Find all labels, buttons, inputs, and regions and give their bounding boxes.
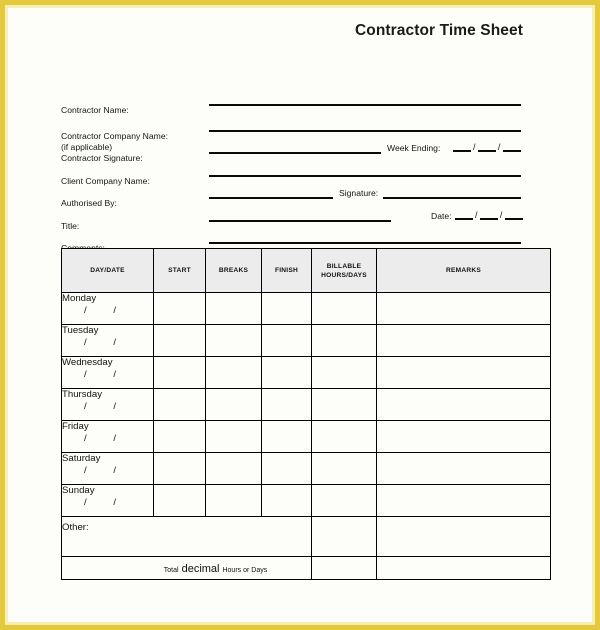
cell-start-thursday[interactable] [154,389,206,421]
cell-billable-total[interactable] [312,557,377,580]
field-label-contractor-name: Contractor Name: [61,105,129,115]
cell-finish-saturday[interactable] [262,453,312,485]
week-ending-label: Week Ending: [387,143,441,153]
rule-authorised-by [209,197,333,199]
day-cell-tuesday [62,325,154,357]
date-entry [455,210,523,220]
cell-start-saturday[interactable] [154,453,206,485]
cell-remarks-tuesday[interactable] [377,325,551,357]
cell-billable-other[interactable] [312,517,377,557]
day-cell-friday [62,421,154,453]
rule-contractor-company-name [209,130,521,132]
cell-finish-sunday[interactable] [262,485,312,517]
day-date-thursday: / / [84,401,128,412]
other-cell[interactable] [62,517,312,557]
cell-finish-friday[interactable] [262,421,312,453]
cell-billable-saturday[interactable] [312,453,377,485]
cell-breaks-tuesday[interactable] [206,325,262,357]
total-emphasis: decimal [181,563,220,575]
cell-billable-monday[interactable] [312,293,377,325]
field-label-client-company-name: Client Company Name: [61,176,150,186]
day-cell-thursday [62,389,154,421]
cell-remarks-monday[interactable] [377,293,551,325]
day-name-tuesday: Tuesday [62,325,99,336]
day-date-wednesday: / / [84,369,128,380]
cell-billable-wednesday[interactable] [312,357,377,389]
day-cell-saturday [62,453,154,485]
cell-billable-friday[interactable] [312,421,377,453]
day-name-saturday: Saturday [62,453,101,464]
date-separator-2: / [499,210,503,220]
cell-billable-tuesday[interactable] [312,325,377,357]
rule-contractor-name [209,104,521,106]
field-contractor-signature [61,142,143,164]
rule-comments [209,242,521,244]
date-year-blank[interactable] [505,210,523,220]
field-label-if-applicable: (if applicable) [61,142,113,152]
week-ending-day-blank[interactable] [453,142,471,152]
day-cell-monday [62,293,154,325]
table-row-other [62,517,551,557]
cell-remarks-other[interactable] [377,517,551,557]
cell-billable-thursday[interactable] [312,389,377,421]
cell-start-wednesday[interactable] [154,357,206,389]
other-label: Other: [62,522,89,533]
page-title-bar [8,22,523,40]
week-ending-year-blank[interactable] [503,142,521,152]
rule-signature [383,197,521,199]
table-row [62,485,551,517]
cell-finish-wednesday[interactable] [262,357,312,389]
cell-start-sunday[interactable] [154,485,206,517]
cell-remarks-sunday[interactable] [377,485,551,517]
day-name-monday: Monday [62,293,97,304]
table-row [62,389,551,421]
field-label-contractor-company-name: Contractor Company Name: [61,131,168,141]
day-date-sunday: / / [84,497,128,508]
cell-finish-monday[interactable] [262,293,312,325]
week-ending-month-blank[interactable] [478,142,496,152]
signature-label: Signature: [339,188,379,198]
week-ending-date-entry [453,142,521,152]
field-contractor-name [61,94,129,116]
column-header-remarks: REMARKS [377,249,551,293]
total-label-group [62,559,311,577]
cell-remarks-thursday[interactable] [377,389,551,421]
table-row [62,293,551,325]
day-name-sunday: Sunday [62,485,95,496]
rule-title [209,220,391,222]
cell-billable-sunday[interactable] [312,485,377,517]
field-authorised-by [61,187,117,209]
table-row [62,357,551,389]
cell-start-monday[interactable] [154,293,206,325]
column-header-finish: FINISH [262,249,312,293]
cell-breaks-wednesday[interactable] [206,357,262,389]
cell-remarks-friday[interactable] [377,421,551,453]
day-date-saturday: / / [84,465,128,476]
rule-client-company-name [209,175,521,177]
table-header-row [62,249,551,293]
day-date-monday: / / [84,305,128,316]
cell-breaks-saturday[interactable] [206,453,262,485]
day-date-friday: / / [84,433,128,444]
column-header-billable-hours-days: BILLABLE HOURS/DAYS [312,249,377,293]
date-month-blank[interactable] [480,210,498,220]
cell-breaks-thursday[interactable] [206,389,262,421]
field-title [61,210,79,232]
cell-remarks-saturday[interactable] [377,453,551,485]
field-label-authorised-by: Authorised By: [61,198,117,208]
table-row [62,421,551,453]
day-name-thursday: Thursday [62,389,102,400]
total-prefix: Total [163,567,179,574]
table-row [62,453,551,485]
cell-breaks-monday[interactable] [206,293,262,325]
cell-start-friday[interactable] [154,421,206,453]
field-client-company-name [61,165,150,187]
week-ending-separator-1: / [473,142,476,152]
page-title: Contractor Time Sheet [354,22,523,39]
date-separator-1: / [475,210,478,220]
rule-contractor-signature [209,152,381,154]
table-row [62,325,551,357]
day-name-wednesday: Wednesday [62,357,113,368]
cell-start-tuesday[interactable] [154,325,206,357]
cell-remarks-wednesday[interactable] [377,357,551,389]
total-row-empty-remarks [377,557,551,580]
table-row-total [62,557,551,580]
cell-finish-tuesday[interactable] [262,325,312,357]
column-header-start: START [154,249,206,293]
date-day-blank[interactable] [455,210,473,220]
total-label-cell [62,557,312,580]
column-header-day-date: DAY/DATE [62,249,154,293]
page-inner-frame [5,5,595,625]
cell-finish-thursday[interactable] [262,389,312,421]
cell-breaks-friday[interactable] [206,421,262,453]
day-name-friday: Friday [62,421,89,432]
field-label-contractor-signature: Contractor Signature: [61,153,143,163]
day-cell-sunday [62,485,154,517]
time-sheet-table [61,248,551,580]
cell-breaks-sunday[interactable] [206,485,262,517]
day-cell-wednesday [62,357,154,389]
date-label: Date: [431,211,452,221]
column-header-breaks: BREAKS [206,249,262,293]
week-ending-separator-2: / [497,142,501,152]
field-label-title: Title: [61,221,80,231]
day-date-tuesday: / / [84,337,128,348]
total-suffix: Hours or Days [222,567,268,574]
